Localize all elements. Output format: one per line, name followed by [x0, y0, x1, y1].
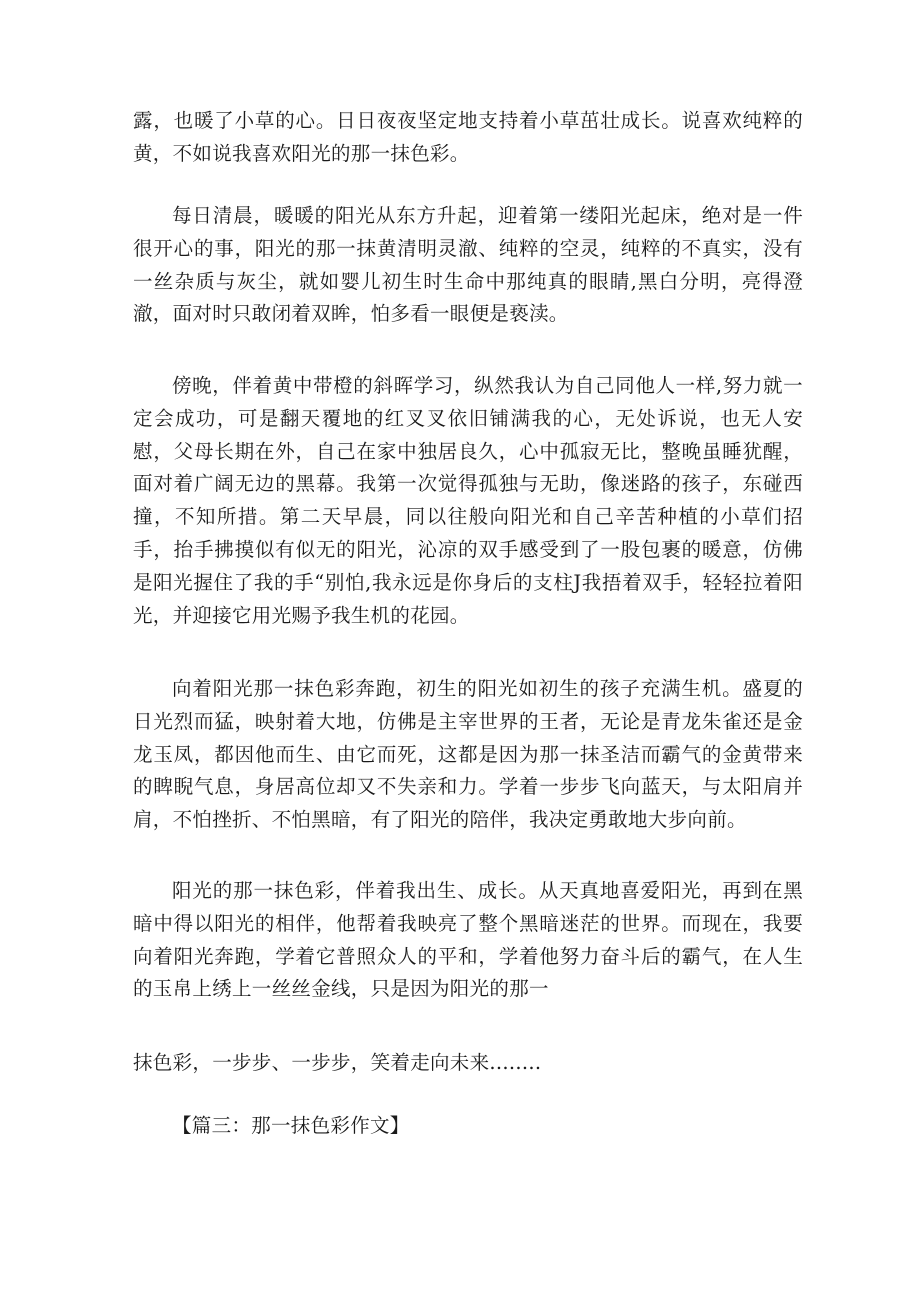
paragraph-growing: 阳光的那一抹色彩，伴着我出生、成长。从天真地喜爱阳光，再到在黑暗中得以阳光的相伴，他帮着我映亮了整个黑暗迷茫的世界。而现在，我要向着阳光奔跑，学着它普照众人的平和，学着他努力奋斗后的霸气，在人生的玉帛上绣上一丝丝金线，只是因为阳光的那一	[133, 879, 803, 1001]
paragraph-continuation: 露，也暖了小草的心。日日夜夜坚定地支持着小草茁壮成长。说喜欢纯粹的黄，不如说我喜欢阳光的那一抹色彩。	[133, 109, 803, 165]
paragraph-evening: 傍晚，伴着黄中带橙的斜晖学习，纵然我认为自己同他人一样,努力就一定会成功，可是翻天覆地的红叉叉依旧铺满我的心，无处诉说，也无人安慰，父母长期在外，自己在家中独居良久，心中孤寂无比，整晚虽睡犹醒，面对着广阔无边的黑幕。我第一次觉得孤独与无助，像迷路的孩子，东碰西撞，不知所措。第二天早晨，同以往般向阳光和自己辛苦种植的小草们招手，抬手拂摸似有似无的阳光，沁凉的双手感受到了一股包裹的暖意，仿佛是阳光握住了我的手“别怕,我永远是你身后的支柱J我捂着双手，轻轻拉着阳光，并迎接它用光赐予我生机的花园。	[133, 374, 803, 627]
paragraph-running: 向着阳光那一抹色彩奔跑，初生的阳光如初生的孩子充满生机。盛夏的日光烈而猛，映射着大地，仿佛是主宰世界的王者，无论是青龙朱雀还是金龙玉凤，都因他而生、由它而死，这都是因为那一抹圣洁而霸气的金黄带来的睥睨气息，身居高位却又不失亲和力。学着一步步飞向蓝天，与太阳肩并肩，不怕挫折、不怕黑暗，有了阳光的陪伴，我决定勇敢地大步向前。	[133, 677, 803, 832]
paragraph-ending: 抹色彩，一步步、一步步，笑着走向未来........	[133, 1051, 542, 1074]
section-heading: 【篇三：那一抹色彩作文】	[172, 1114, 410, 1137]
paragraph-morning: 每日清晨，暖暖的阳光从东方升起，迎着第一缕阳光起床，绝对是一件很开心的事，阳光的那一抹黄清明灵澈、纯粹的空灵，纯粹的不真实，没有一丝杂质与灰尘，就如婴儿初生时生命中那纯真的眼睛,黑白分明，亮得澄澈，面对时只敢闭着双眸，怕多看一眼便是亵渎。	[133, 204, 803, 326]
